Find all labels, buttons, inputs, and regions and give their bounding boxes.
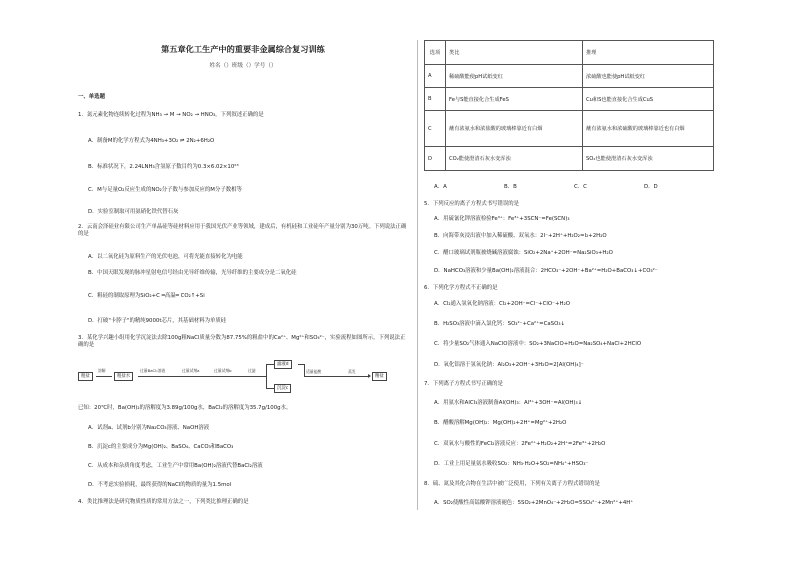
q6-option-c: C．将少量SO₂气体通入NaClO溶液中：SO₂+3NaClO+H₂O=Na₂SO₄+NaCl+2HClO [434,341,642,347]
q4-choice-a: A．A [434,184,447,190]
column-divider [417,40,418,510]
q3-option-d: D．不考虑实验损耗，最终获得的NaCl的物质的量为1.5mol [88,482,232,488]
flow-arrow [344,376,368,377]
analogy-table [424,40,714,171]
q4-choice-b: B．B [504,184,517,190]
flow-step-label: 过量试剂a [182,368,200,373]
q7-option-a: A．用氨水和AlCl₃溶液制备Al(OH)₃：Al³⁺+3OH⁻=Al(OH)₃↓ [434,400,583,406]
q2-option-c: C．粗硅的制取原理为SiO₂+C ═高温═ CO₂↑+Si [88,293,205,299]
flow-arrow [304,376,344,377]
table-cell: CO₂能使澄清石灰水变浑浊 [446,147,583,171]
table-cell: SO₂也能使澄清石灰水变浑浊 [583,147,714,171]
q5-option-b: B．向海带灰浸出液中加入稀硫酸、双氧水：2I⁻+2H⁺+H₂O₂=I₂+2H₂O [434,233,607,239]
flow-box-brine: 粗盐水 [114,372,133,381]
q5-option-a: A．用硫氰化钾溶液检验Fe³⁺：Fe³⁺+3SCN⁻=Fe(SCN)₃ [434,216,570,222]
q3-known-info: 已知：20℃时，Ba(OH)₂的溶解度为3.89g/100g水，BaCl₂的溶解度为35.7g/100g水。 [78,405,292,411]
q7-option-d: D．工业上用足量氨水吸收SO₂：NH₃·H₂O+SO₂=NH₄⁺+HSO₃⁻ [434,461,589,467]
table-header-cell: 选项 [425,41,446,65]
flow-arrow [266,364,274,365]
flow-arrow [138,376,180,377]
table-cell: 浓硫酸也能使pH试纸变红 [583,65,714,88]
question-1: 1．氮元素化物连续转化过程为NH₃ → M → NO₂ → HNO₃，下列叙述正确的是 [78,112,264,118]
table-header-cell: 推理 [583,41,714,65]
flow-branch [266,364,267,388]
flow-box-filtrate: 滤液d [274,360,292,369]
salt-purification-flowchart [78,360,408,400]
flow-step-label: 溶解 [98,368,106,373]
q7-option-c: C．双氧水与酸性的FeCl₂溶液反应：2Fe²⁺+H₂O₂+2H⁺=2Fe³⁺+2H₂O [434,441,606,447]
page-title: 第五章化工生产中的重要非金属综合复习训练 [161,44,325,54]
table-header-row [425,41,714,65]
flow-step-label: 过滤 [248,368,256,373]
q5-option-d: D．NaHCO₃溶液和少量Ba(OH)₂溶液混合：2HCO₃⁻+2OH⁻+Ba²⁺=H₂O+BaCO₃↓+CO₃²⁻ [434,268,658,274]
table-header-cell: 类比 [446,41,583,65]
table-row [425,65,714,88]
flow-step-label: 过量BaCl₂溶液 [140,368,166,373]
q3-option-b: B．沉淀c的主要成分为Mg(OH)₂、BaSO₄、CaCO₃和BaCO₃ [88,444,234,450]
q1-option-b: B．标准状况下，2.24LNH₃含氢原子数目约为0.3×6.02×10²³ [88,164,239,170]
question-6: 6．下列化学方程式不正确的是 [424,285,498,291]
table-cell: 蘸有浓氨水和浓硫酸的玻璃棒靠近也有白烟 [583,111,714,147]
q6-option-b: B．H₂SO₃溶液中滴入氯化钙：SO₃²⁻+Ca²⁺=CaSO₃↓ [434,321,565,327]
flow-arrow [266,388,274,389]
flow-box-precipitate: 沉淀c [274,384,291,393]
flow-branch [304,364,305,376]
q1-option-d: D．实验室制取可用氨硝化铁代替石灰 [88,209,179,215]
q2-option-a: A．以二氧化硅为原料生产的光伏电池，可将光能直接转化为电能 [88,254,243,260]
table-cell: A [425,65,446,88]
flow-step-label: 蒸发 [348,369,356,374]
q5-option-c: C．醋口玻璃试剂瓶被烧碱溶液腐蚀：SiO₂+2Na⁺+2OH⁻=Na₂SiO₃+H₂O [434,250,613,256]
q3-option-a: A．试剂a、试剂b分别为Na₂CO₃溶液、NaOH溶液 [88,425,210,431]
table-cell: 稀硫酸能使pH试纸变红 [446,65,583,88]
q1-option-c: C．M与足量O₂反应生成的NO₂分子数与参加反应的M分子数相等 [88,187,242,193]
table-cell: D [425,147,446,171]
q6-option-a: A．Cl₂通入氢氧化钠溶液：Cl₂+2OH⁻=Cl⁻+ClO⁻+H₂O [434,301,570,307]
table-row [425,88,714,111]
q6-option-d: D．氧化铝溶于氢氧化钠：Al₂O₃+2OH⁻+3H₂O=2[Al(OH)₄]⁻ [434,362,584,368]
flow-arrow [212,376,244,377]
table-cell: C [425,111,446,147]
table-cell: 蘸有浓氨水和浓盐酸的玻璃棒靠近有白烟 [446,111,583,147]
table-row [425,147,714,171]
question-7: 7．下列离子方程式书写正确的是 [424,381,503,387]
q3-option-c: C．从成本和杂质角度考虑，工业生产中常用Ba(OH)₂溶液代替BaCl₂溶液 [88,463,263,469]
q2-option-d: D．打破"卡脖子"的精纯9000t芯片，其基础材料为单质硅 [88,318,227,324]
table-row [425,111,714,147]
question-2: 2．云南会泽硅业有限公司生产单晶硅等硅材料应用于我国光伏产业等领域，建成后，有机硅和工业硅年产量分别为30万吨。下列说法正确的是 [78,224,407,237]
question-5: 5．下列反应的离子方程式书写错误的是 [424,201,520,207]
table-cell: Fe与S能直接化合生成FeS [446,88,583,111]
question-3: 3．某化学兴趣小组用化学沉淀法去除100g粗NaCl质量分数为87.75%的粗盐中的Ca²⁺、Mg²⁺和SO₄²⁻，实验流程如图所示，下列说法正确的是 [78,335,406,348]
q1-option-a: A．制备M的化学方程式为4NH₃+3O₂ ⇌ 2N₂+6H₂O [88,138,215,144]
flow-arrowhead [368,374,371,378]
table-cell: Cu和S也能直接化合生成CuS [583,88,714,111]
section-heading: 一、单选题 [78,94,105,100]
student-info: 姓名（）班级（）学号（） [209,63,277,69]
q4-choice-c: C．C [574,184,587,190]
flow-start-box: 粗盐 [78,372,93,381]
q7-option-b: B．醋酸溶解Mg(OH)₂：Mg(OH)₂+2H⁺=Mg²⁺+2H₂O [434,420,567,426]
q2-option-b: B．中国天眼发现的脉冲星射电信号经由光导纤维传输，光导纤维的主要成分是二氧化硅 [88,270,297,276]
flow-step-label: 适量盐酸 [306,369,322,374]
flow-arrow [96,376,112,377]
table-cell: B [425,88,446,111]
flow-step-label: 过量试剂b [214,368,232,373]
flow-arrow [180,376,212,377]
q4-choice-d: D．D [644,184,658,190]
flow-end-box: 精盐 [372,372,387,381]
q8-option-a: A．SO₂使酸性高锰酸钾溶液褪色：5SO₂+2MnO₄⁻+2H₂O=5SO₄²⁻+2Mn²⁺+4H⁺ [434,500,634,506]
question-4: 4．类比推理法是研究物质性质的常用方法之一，下列类比推理正确的是 [78,499,249,505]
question-8: 8．硫、氮及其化合物在生活中被广泛使用，下列有关离子方程式错误的是 [424,481,600,487]
flow-arrow [244,376,266,377]
